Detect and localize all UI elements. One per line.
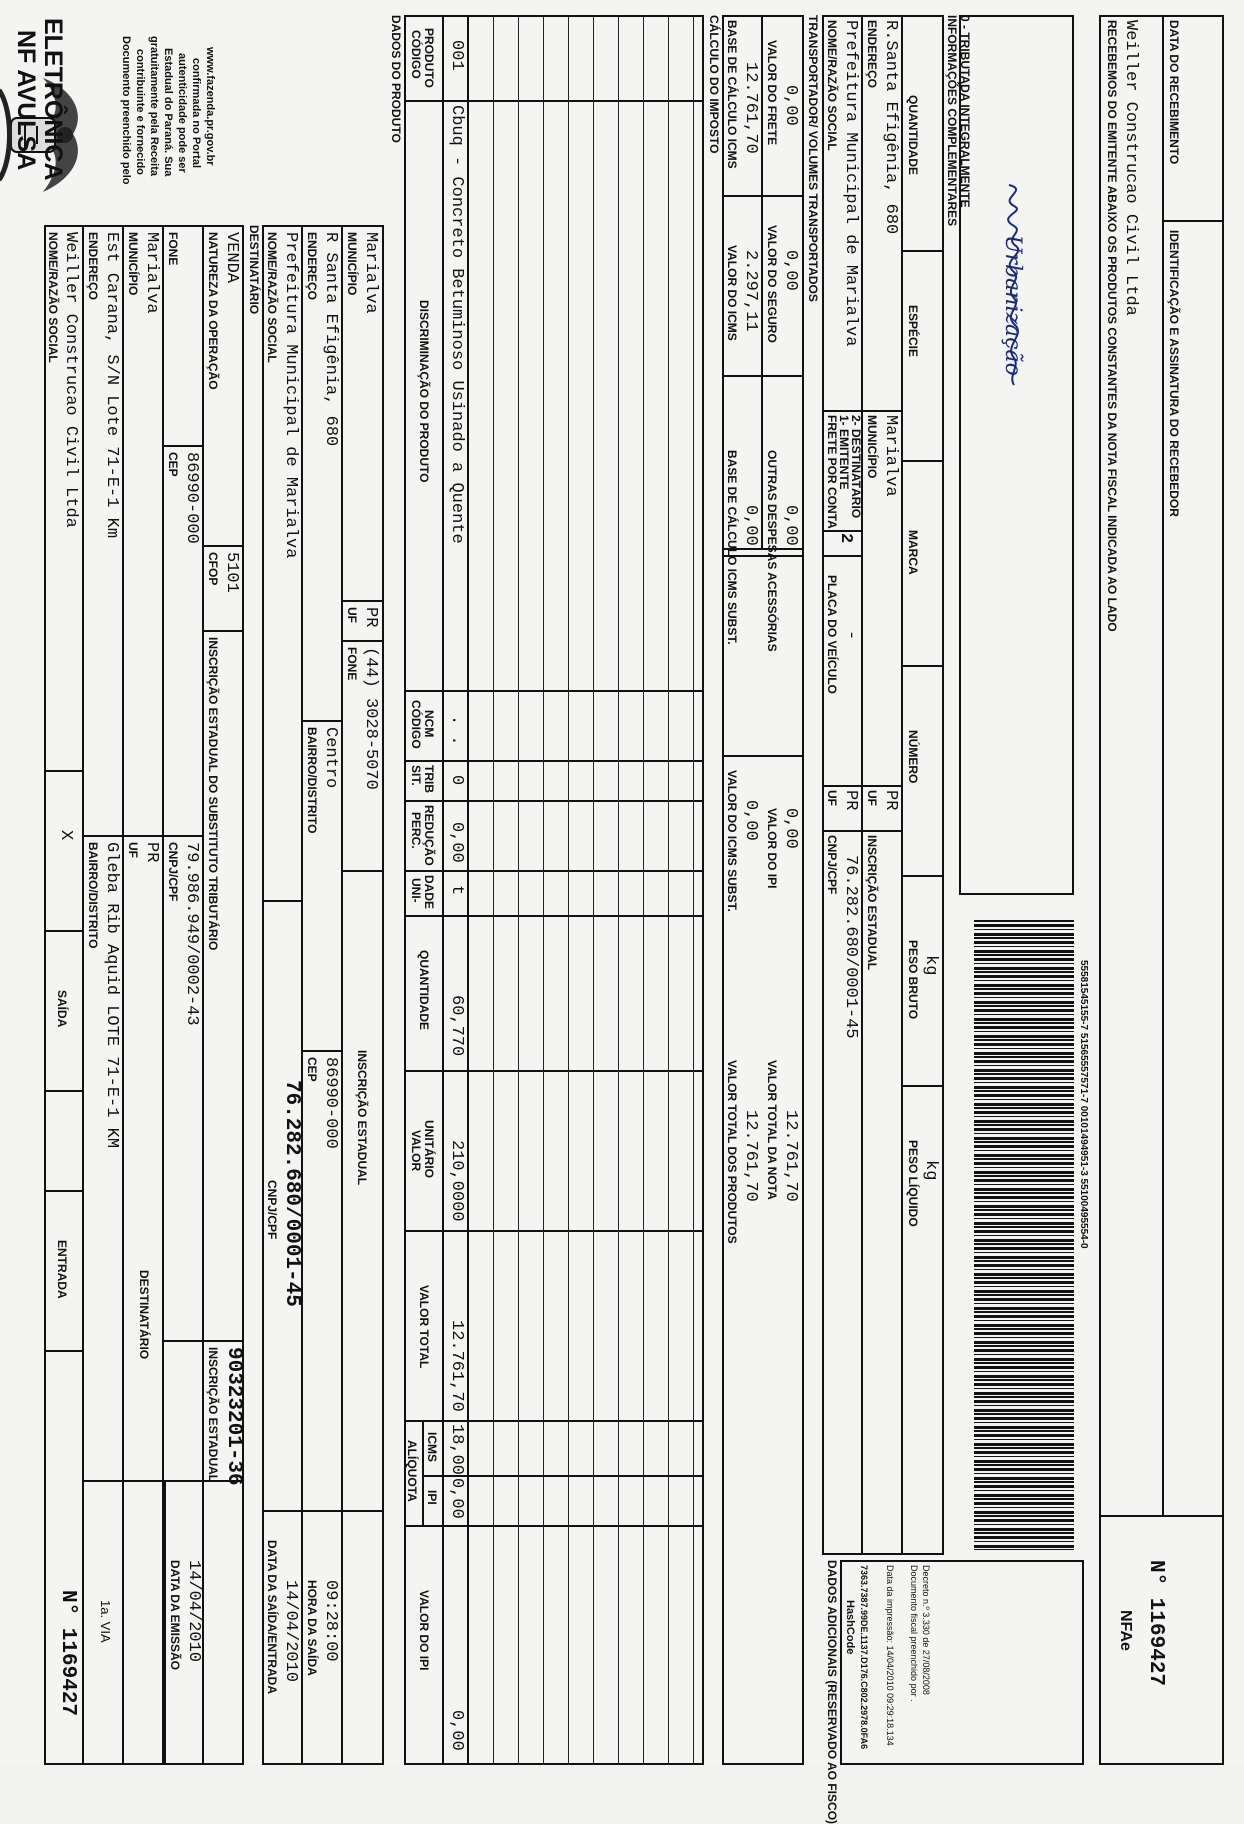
vtnota-label: VALOR TOTAL DA NOTA [765,1060,779,1200]
emitente-cnpj: 79.986.949/0002-43 [182,842,201,1026]
h-vunit-1: VALOR [409,1130,423,1172]
cfop-label: CFOP [206,552,220,586]
h-unid-1: UNI- [409,878,423,903]
dest-ie-label: INSCRIÇÃO ESTADUAL [355,1050,369,1186]
h-perc-1: PERC. [409,812,423,849]
h-aliq: ALÍQUOTA [405,1440,419,1502]
emitente-ie-label: INSCRIÇÃO ESTADUAL [206,1347,220,1483]
table-row [693,15,694,1765]
cfop: 5101 [222,552,241,593]
natureza: VENDA [222,232,241,284]
row-desc: Cbuq - Concreto Betuminoso Usinado a Quente [447,105,466,544]
h-ncm-1: CÓDIGO [409,700,423,749]
canhoto-sign-label: IDENTIFICAÇÃO E ASSINATURA DO RECEBEDOR [1167,230,1181,517]
notice-line-1: Documento preenchido pelo [120,36,132,185]
h-codigo-2: PRODUTO [422,28,436,88]
dest-hora-label: HORA DA SAÍDA [305,1580,319,1676]
h-sit-1: SIT. [409,765,423,786]
h-icms: ICMS [425,1432,439,1462]
emitente-fone-label: FONE [166,232,180,266]
fisco-box [840,1560,1084,1765]
imposto-section: CÁLCULO DO IMPOSTO [707,15,721,154]
barcode-text: 55581545155-7 51565557571-7 00101494951-3 55100495554-0 [1078,960,1089,1249]
title-eletronica: ELETRÔNICA [39,18,67,181]
h-ipi: IPI [425,1490,439,1505]
dest-uf-label: UF [345,607,359,623]
dest-municipio-label: MUNICÍPIO [345,232,359,296]
numero-label: NÚMERO [906,730,920,784]
dest-municipio: Marialva [361,232,380,314]
row-qtd: 60,770 [447,995,466,1057]
transp-ie-label: INSCRIÇÃO ESTADUAL [865,835,879,971]
h-vipi: VALOR DO IPI [417,1590,431,1671]
emitente-name-label: NOME/RAZÃO SOCIAL [46,232,60,363]
ipi-label: VALOR DO IPI [765,808,779,889]
pbruto-label: PESO BRUTO [906,940,920,1020]
dest-fone-label: FONE [345,647,359,681]
dest-saida: 14/04/2010 [281,1580,300,1683]
placa: - [841,630,860,641]
row-vipi: 0,00 [447,1710,466,1751]
emitente-address: Est Carana, S/N Lote 71-E-1 Km [102,232,121,539]
h-perc-2: REDUÇÃO [422,805,436,866]
emitente-bairro-label: BAIRRO/DISTRITO [86,842,100,949]
qtd-label: QUANTIDADE [906,95,920,175]
placa-label: PLACA DO VEÍCULO [825,575,839,694]
fisco-label: DADOS ADICIONAIS (RESERVADO AO FISCO) [825,1560,839,1824]
info-box [959,15,1074,895]
canhoto-date-label: DATA DO RECEBIMENTO [1167,20,1181,165]
vicms-st: 0,00 [741,800,760,841]
entrada-label: ENTRADA [55,1240,69,1299]
destinatario-section: DESTINATÁRIO [247,225,261,315]
dest-saida-label: DATA DA SAÍDA/ENTRADA [265,1540,279,1694]
transp-uf: PR [841,790,860,811]
table-row [618,15,619,1765]
signature-text: Urbanização [1000,235,1025,376]
transp-name-label: NOME/RAZÃO SOCIAL [825,20,839,151]
invoice-number-top: N° 1169427 [56,1590,79,1717]
vicms: 2.297,11 [741,250,760,332]
dest-uf: PR [361,607,380,628]
h-sit-2: TRIB [422,765,436,793]
row-perc: 0,00 [447,822,466,863]
emitente-cnpj-label: CNPJ/CPF [166,842,180,902]
title-nf-avulsa: NF AVULSA [12,30,40,171]
base-st-label: BASE DE CÁLCULO ICMS SUBST. [725,450,739,645]
table-row [593,15,594,1765]
vtprod-label: VALOR TOTAL DOS PRODUTOS [725,1060,739,1244]
table-row [568,15,569,1765]
frete-conta-label: FRETE POR CONTA [825,415,839,529]
emitente-municipio-label: MUNICÍPIO [126,232,140,296]
emission-date: 14/04/2010 [184,1560,203,1663]
row-ncm: . . [447,715,466,746]
frete-conta: 2 [836,533,855,544]
transp-uf-label: UF [825,790,839,806]
dest-address-label: ENDEREÇO [305,232,319,301]
dest-bairro: Centro [321,727,340,789]
frete-opt-2: 2- DESTINATÁRIO [849,415,863,519]
vtprod: 12.761,70 [741,1110,760,1202]
canhoto-receipt: RECEBEMOS DO EMITENTE ABAIXO OS PRODUTOS CONSTANTES DA NOTA FISCAL INDICADA AO LADO [1105,20,1119,632]
hash: 7363.7387.99DE.1137.D176.C802.2978.0FA6 [859,1565,869,1750]
pliq: kg [921,1160,940,1181]
h-ncm-2: NCM [422,710,436,738]
pbruto: kg [921,955,940,976]
natureza-label: NATUREZA DA OPERAÇÃO [206,232,220,390]
dest-name: Prefeitura Municipal de Marialva [281,232,300,559]
info-text: 0 - TRIBUTADA INTEGRALMENTE [958,15,972,208]
vtnota: 12.761,70 [781,1110,800,1202]
saida-label: SAÍDA [55,990,69,1028]
especie-label: ESPÉCIE [906,305,920,358]
row-ipi: 0,00 [447,1478,466,1519]
notice-line-6: confirmada no Portal [190,58,202,169]
table-row [668,15,669,1765]
dest-hora: 09:28:00 [321,1580,340,1662]
h-desc: DISCRIMINAÇÃO DO PRODUTO [417,300,431,483]
frete: 0,00 [781,85,800,126]
notice-line-7: www.fazenda.pr.gov.br [204,47,216,166]
notice-line-2: contribuinte e fornecido [134,49,146,175]
dest-cnpj-label: CNPJ/CPF [265,1180,279,1240]
doc-fiscal: Documento fiscal preenchido por . [909,1565,919,1702]
transp-address-label: ENDEREÇO [865,20,879,89]
base-icms: 12.761,70 [741,62,760,154]
frete-label: VALOR DO FRETE [765,40,779,146]
transp-address: R.Santa Efigênia, 680 [881,20,900,235]
emitente-bairro: Gleba Rib Aquid LOTE 71-E-1 KM [102,842,121,1149]
emitente-uf: PR [142,842,161,863]
emitente-address-label: ENDEREÇO [86,232,100,301]
row-vtotal: 12.761,70 [447,1320,466,1412]
notice-line-3: gratuitamente pela Receita [148,36,160,176]
table-row [643,15,644,1765]
via: 1a. VIA [98,1600,113,1643]
row-vunit: 210,0000 [447,1140,466,1222]
impressao: Data da impressão: 14/04/2010 09:29:18.134 [885,1565,895,1746]
seguro-label: VALOR DO SEGURO [765,225,779,343]
table-row [518,15,519,1765]
emitente-ie: 90323201-36 [222,1347,245,1486]
dest-name-label: NOME/RAZÃO SOCIAL [265,232,279,363]
emitente-cep: 86990-000 [182,452,201,544]
base-icms-label: BASE DE CÁLCULO ICMS [725,20,739,169]
h-unid-2: DADE [422,875,436,910]
produtos-section: DADOS DO PRODUTO [389,15,403,143]
row-icms: 18,00 [447,1424,466,1476]
transp-name: Prefeitura Municipal de Marialva [841,20,860,347]
destinatario-copy-label: DESTINATÁRIO [137,1270,151,1360]
outras: 0,00 [781,505,800,546]
hash-label: HashCode [844,1600,856,1655]
vicms-label: VALOR DO ICMS [725,245,739,341]
marca-label: MARCA [906,530,920,575]
barcode [974,920,1074,1550]
transp-uf2: PR [881,790,900,811]
emission-date-label: DATA DA EMISSÃO [168,1560,182,1670]
dest-cnpj: 76.282.680/0001-45 [280,1080,303,1307]
canhoto-company: Weiller Construcao Civil Ltda [1121,20,1140,316]
outras-label: OUTRAS DESPESAS ACESSÓRIAS [765,450,779,652]
transporte-section: TRANSPORTADOR/ VOLUMES TRANSPORTADOS [806,15,820,302]
dest-cep-label: CEP [305,1057,319,1082]
notice-line-5: autenticidade pode ser [176,53,188,173]
ie-subst-label: INSCRIÇÃO ESTADUAL DO SUBSTITUTO TRIBUTÁRIO [206,637,220,951]
transp-cnpj: 76.282.680/0001-45 [841,855,860,1039]
emitente-municipio: Marialva [142,232,161,314]
base-st: 0,00 [741,505,760,546]
seguro: 0,00 [781,250,800,291]
transp-municipio-label: MUNICÍPIO [865,415,879,479]
h-vunit-2: UNITÁRIO [422,1120,436,1178]
dest-bairro-label: BAIRRO/DISTRITO [305,727,319,834]
transp-cnpj-label: CNPJ/CPF [825,835,839,895]
emitente-uf-label: UF [126,842,140,858]
info-label: INFORMAÇÕES COMPLEMENTARES [945,15,959,227]
transp-municipio: Marialva [881,415,900,497]
vicms-st-label: VALOR DO ICMS SUBST. [725,770,739,912]
row-sit: 0 [447,775,466,786]
ipi: 0,00 [781,808,800,849]
dest-fone: (44) 3028-5070 [361,647,380,790]
pliq-label: PESO LÍQUIDO [906,1140,920,1227]
h-codigo-1: CÓDIGO [409,30,423,79]
row-codigo: 001 [447,40,466,71]
h-vtotal: VALOR TOTAL [417,1285,431,1369]
dest-address: R Santa Efigênia, 680 [321,232,340,447]
canhoto-nfae: NFAe [1117,1610,1134,1651]
table-row [543,15,544,1765]
transp-uf2-label: UF [865,790,879,806]
table-row [493,15,494,1765]
frete-opt-1: 1- EMITENTE [837,415,851,490]
operation-type-mark: X [56,830,75,841]
dest-cep: 86990-000 [321,1057,340,1149]
h-qtd: QUANTIDADE [417,950,431,1030]
row-unid: t [447,885,466,896]
emitente-cep-label: CEP [166,452,180,477]
notice-line-4: Estadual do Paraná. Sua [162,48,174,177]
canhoto-number: N° 1169427 [1144,1560,1167,1687]
emitente-name: Weiller Construcao Civil Ltda [61,232,80,528]
decreto: Decreto n.º 3.330 de 27/08/2008 [921,1565,931,1695]
